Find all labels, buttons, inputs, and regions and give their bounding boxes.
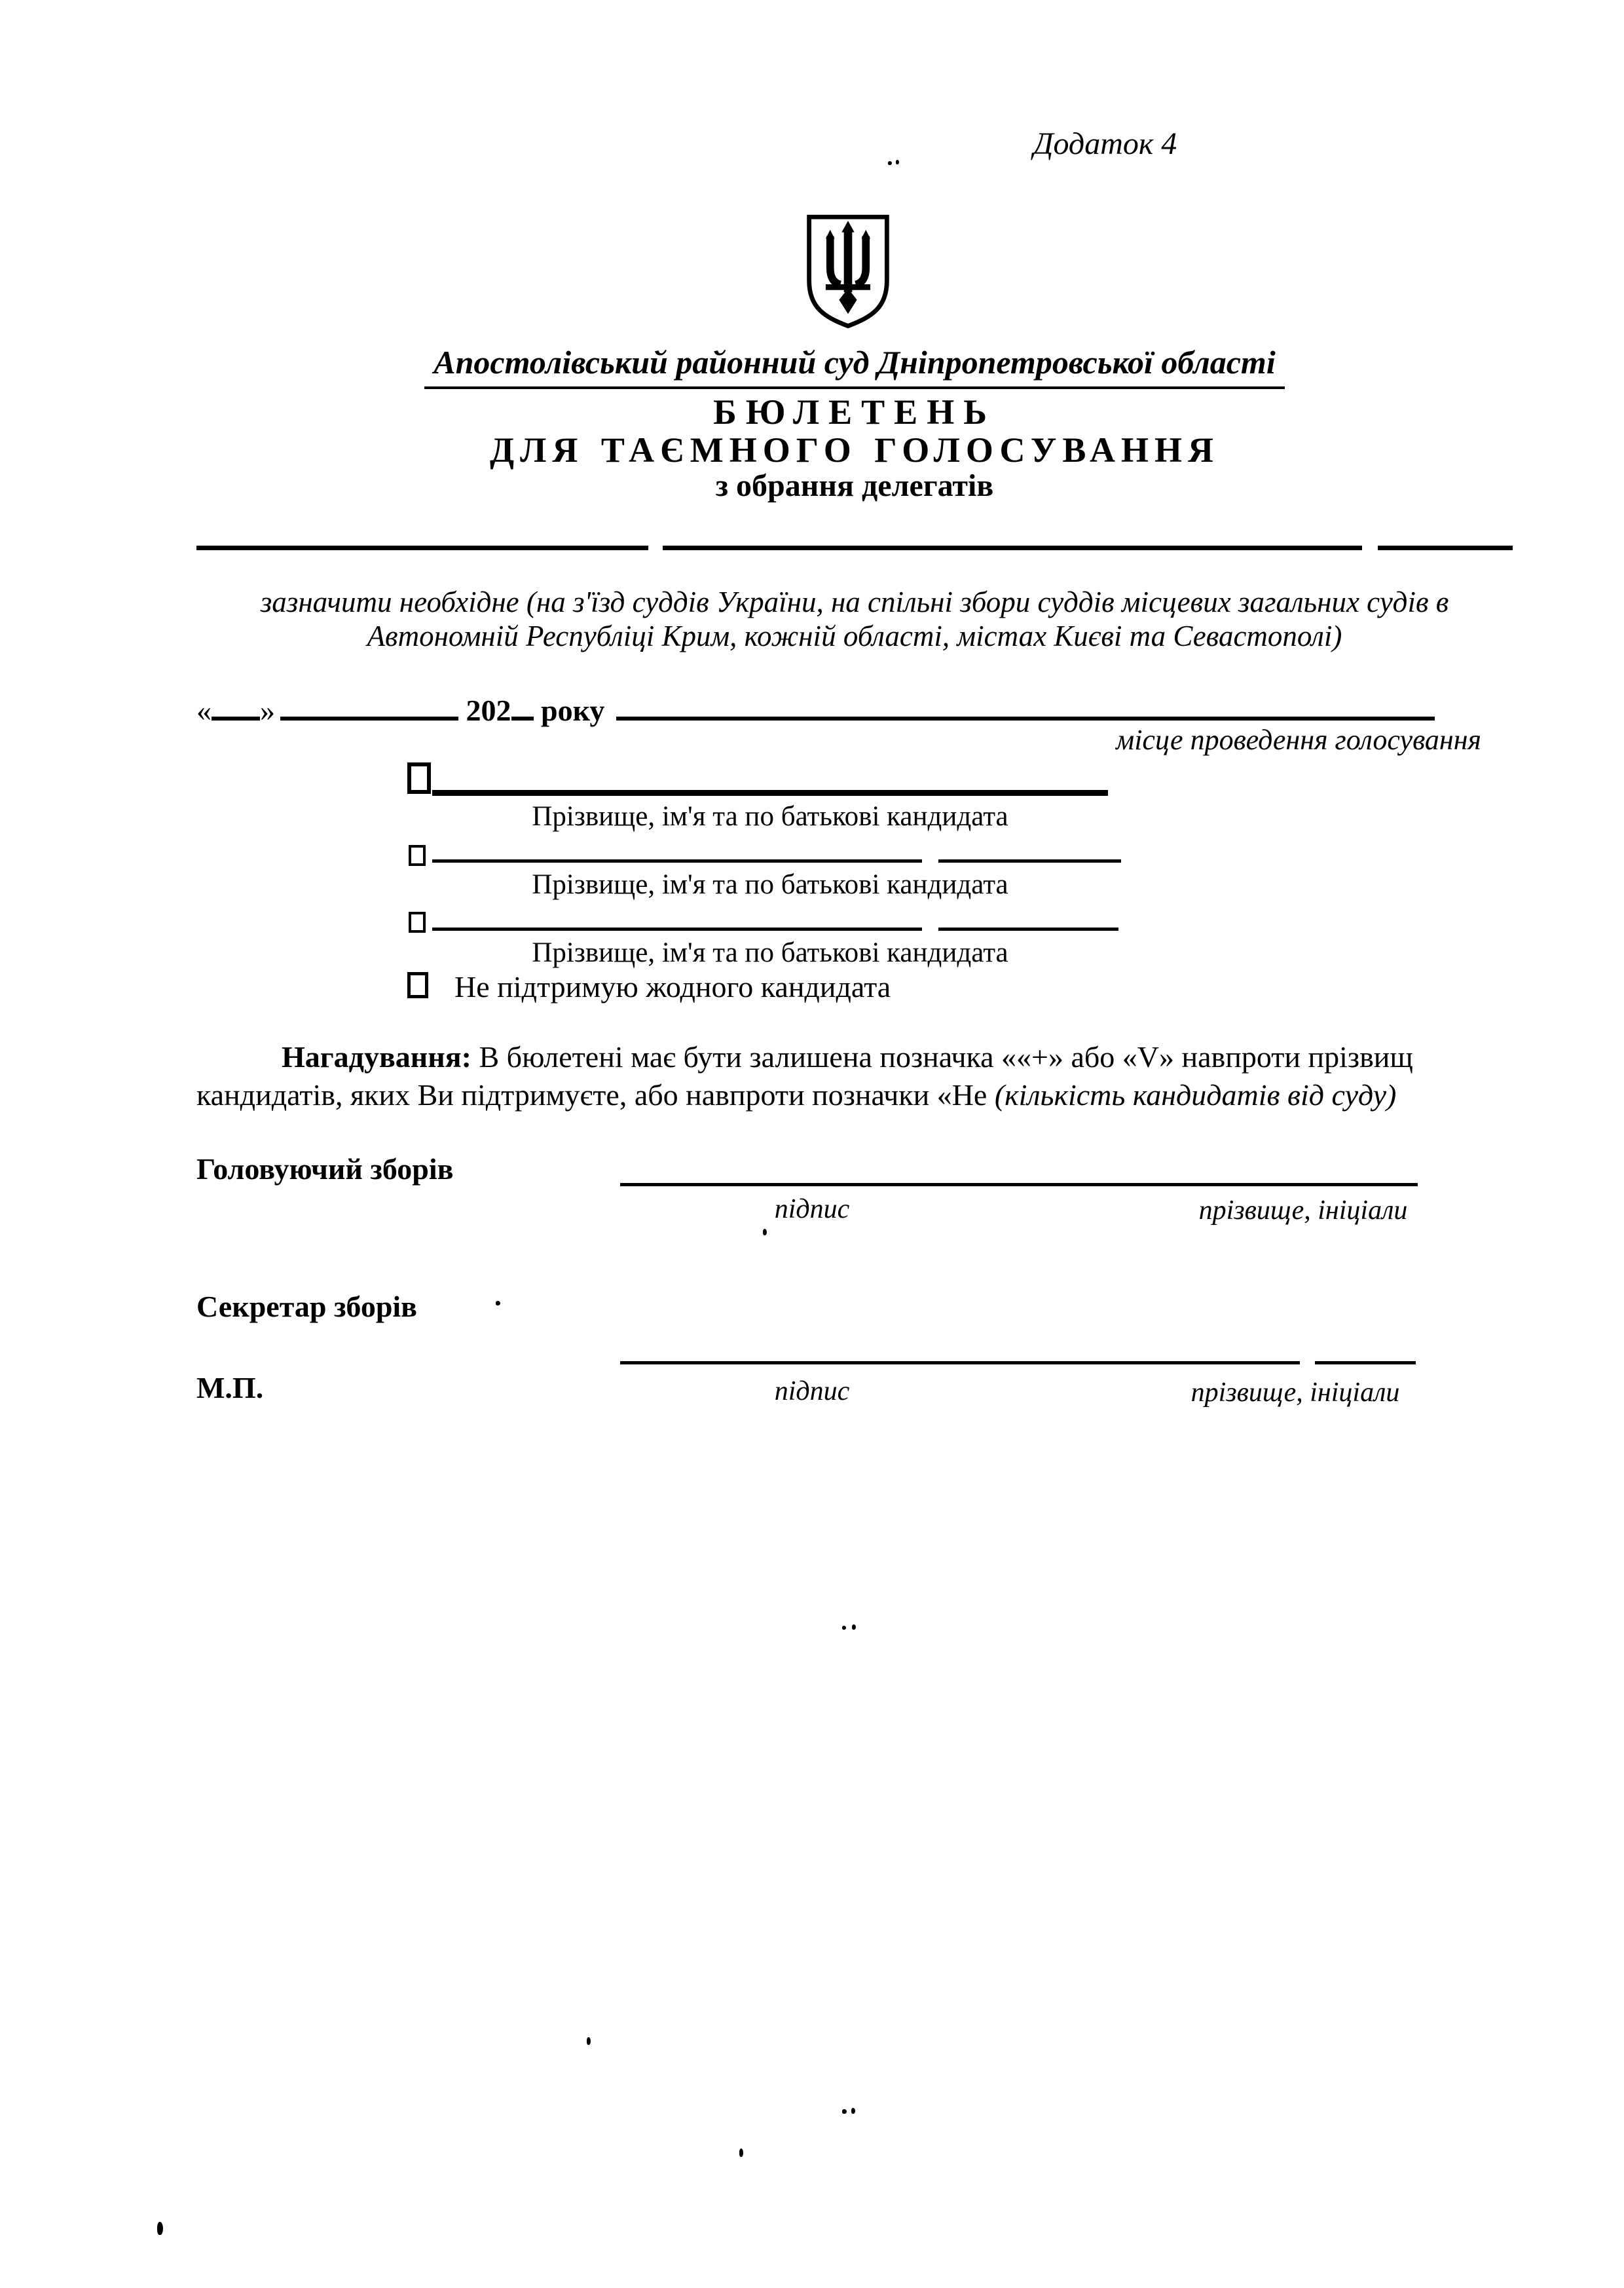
candidate-3-name-line-2[interactable] (938, 928, 1118, 931)
chairman-label: Головуючий зборів (196, 1152, 454, 1186)
marking-instruction (196, 585, 1513, 653)
no-candidate-checkbox[interactable] (407, 972, 428, 998)
reminder-paragraph (196, 1038, 1513, 1114)
candidate-3-name-line[interactable] (432, 928, 922, 931)
date-day-blank[interactable] (212, 685, 260, 721)
ballot-purpose: з обрання делегатів (715, 468, 994, 503)
date-year-blank[interactable] (511, 685, 534, 721)
scan-gap (648, 546, 663, 550)
separator-line (196, 546, 1513, 550)
scan-speck (157, 2222, 163, 2235)
candidate-1-name-line[interactable] (432, 790, 1108, 796)
year-word: року (541, 694, 605, 727)
ukraine-coat-of-arms-icon (800, 210, 896, 333)
candidate-3-checkbox[interactable] (409, 912, 426, 933)
open-quote: « (196, 694, 212, 727)
chairman-name-caption: прізвище, ініціали (1198, 1195, 1408, 1226)
candidate-1-caption: Прізвище, ім'я та по батькові кандидата (532, 801, 1008, 832)
candidate-2-caption: Прізвище, ім'я та по батькові кандидата (532, 869, 1008, 900)
reminder-text-line1: В бюлетені має бути залишена позначка ««+» або «V» навпроти прізвищ (471, 1040, 1413, 1074)
secretary-signature-caption: підпис (774, 1376, 850, 1406)
year-prefix: 202 (466, 694, 511, 727)
court-name: Апостолівський районний суд Дніпропетровської області (196, 343, 1513, 389)
voting-place-caption: місце проведення голосування (1116, 724, 1481, 756)
candidate-2-checkbox[interactable] (409, 845, 426, 866)
reminder-italic-note: (кількість кандидатів від суду) (994, 1078, 1397, 1112)
annex-label: Додаток 4 (1033, 126, 1177, 161)
scan-speck (763, 1229, 767, 1235)
scan-speck (587, 2037, 591, 2045)
scan-speck (852, 1624, 856, 1630)
scan-speck (888, 161, 892, 165)
candidate-1-checkbox[interactable] (407, 762, 431, 794)
secretary-label: Секретар зборів (196, 1290, 418, 1323)
scan-speck (496, 1301, 500, 1305)
secretary-name-caption: прізвище, ініціали (1190, 1378, 1400, 1408)
ballot-title: БЮЛЕТЕНЬ (713, 392, 996, 432)
scan-speck (851, 2108, 855, 2114)
candidate-3-caption: Прізвище, ім'я та по батькові кандидата (532, 937, 1008, 968)
secretary-signature-line-2[interactable] (1315, 1361, 1416, 1364)
reminder-label: Нагадування: (282, 1040, 471, 1074)
scan-gap (1362, 546, 1378, 550)
marking-instruction-line2: Автономній Республіці Крим, кожній області, містах Києві та Севастополі) (367, 620, 1342, 652)
seal-abbreviation: М.П. (196, 1371, 264, 1404)
reminder-text-line2: кандидатів, яких Ви підтримуєте, або навпроти позначки «Не (196, 1078, 995, 1112)
marking-instruction-line1: зазначити необхідне (на з'їзд суддів України, на спільні збори суддів місцевих загальних судів в (260, 586, 1449, 618)
secretary-signature-line[interactable] (620, 1361, 1300, 1364)
scan-speck (739, 2148, 743, 2157)
scan-speck (842, 1626, 846, 1630)
date-month-blank[interactable] (280, 685, 458, 721)
scan-speck (896, 160, 899, 164)
candidate-2-name-line-2[interactable] (938, 859, 1121, 863)
scan-speck (842, 2109, 847, 2114)
no-candidate-label: Не підтримую жодного кандидата (454, 970, 891, 1003)
chairman-signature-line[interactable] (620, 1183, 1418, 1186)
ballot-subtitle: ДЛЯ ТАЄМНОГО ГОЛОСУВАННЯ (489, 430, 1220, 470)
voting-place-blank[interactable] (616, 685, 1435, 721)
chairman-signature-caption: підпис (774, 1194, 850, 1224)
candidate-2-name-line[interactable] (432, 859, 922, 863)
close-quote: » (260, 694, 275, 727)
